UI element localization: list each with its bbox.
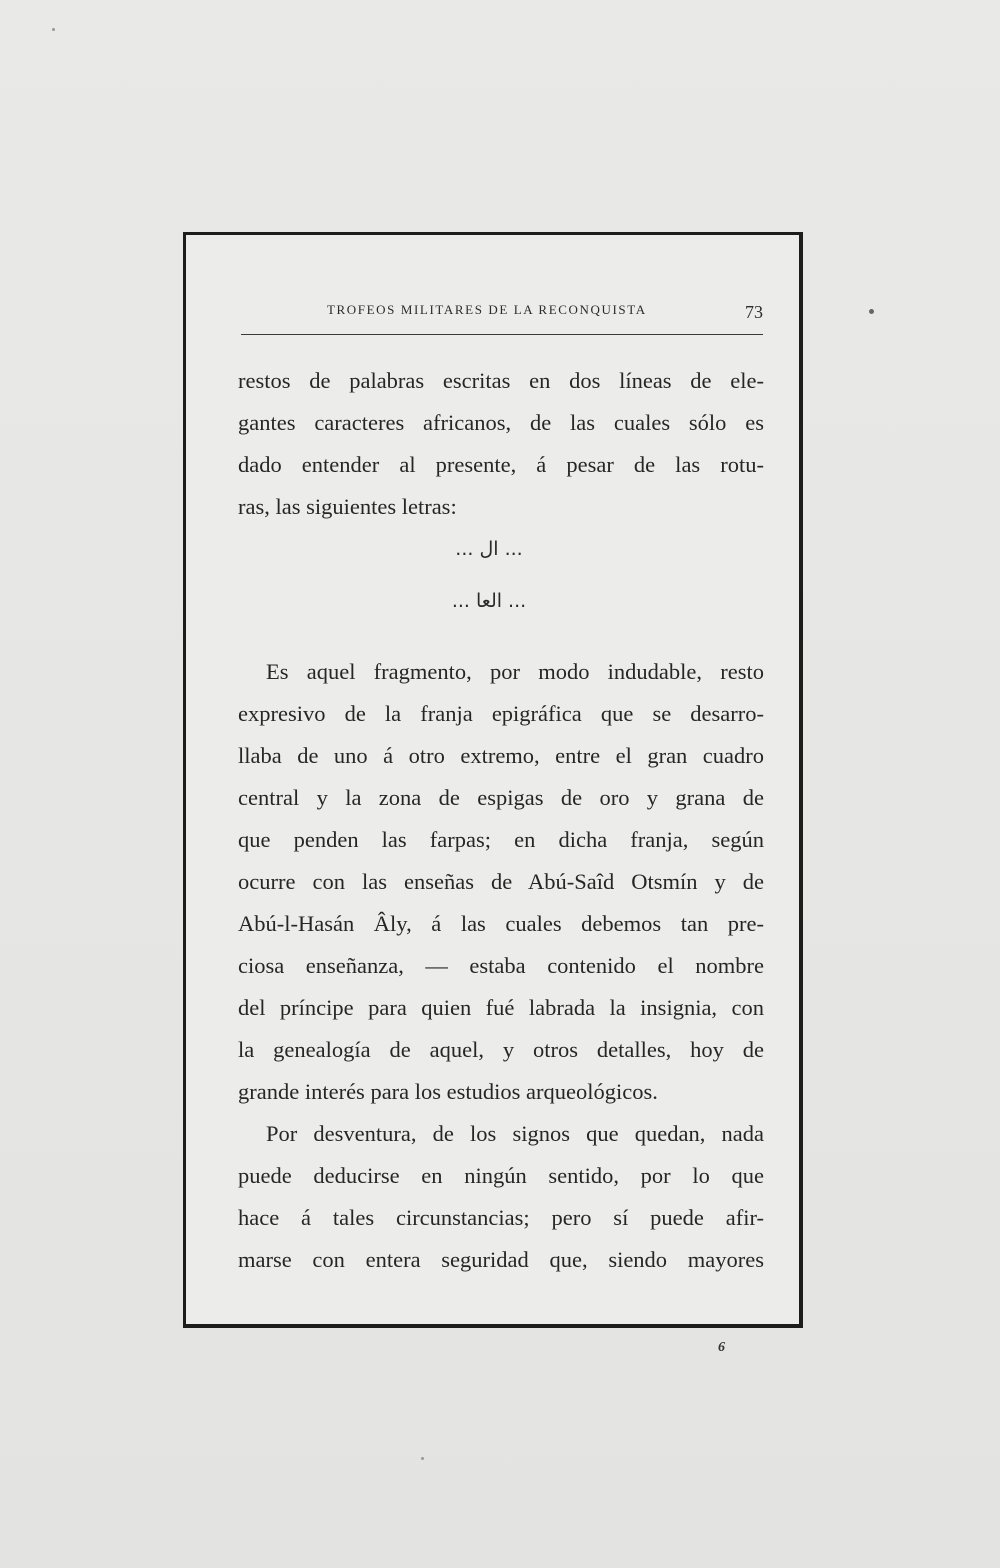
- paper-speck: [869, 309, 874, 314]
- text-line: llaba de uno á otro extremo, entre el gran cuadro: [238, 743, 764, 768]
- text-line: grande interés para los estudios arqueológicos.: [238, 1079, 658, 1104]
- signature-mark: 6: [718, 1340, 725, 1355]
- running-title: TROFEOS MILITARES DE LA RECONQUISTA: [327, 302, 647, 317]
- paragraph-1: [238, 360, 764, 528]
- paper-speck: [52, 28, 55, 31]
- text-line: puede deducirse en ningún sentido, por lo que: [238, 1163, 764, 1188]
- text-line: Por desventura, de los signos que quedan, nada: [266, 1121, 764, 1146]
- header-rule: [241, 334, 763, 335]
- text-line: Es aquel fragmento, por modo indudable, resto: [266, 659, 764, 684]
- text-line: hace á tales circunstancias; pero sí puede afir-: [238, 1205, 764, 1230]
- text-line: marse con entera seguridad que, siendo mayores: [238, 1247, 764, 1272]
- text-line: dado entender al presente, á pesar de las rotu-: [238, 452, 764, 477]
- text-line: la genealogía de aquel, y otros detalles, hoy de: [238, 1037, 764, 1062]
- text-line: expresivo de la franja epigráfica que se desarro-: [238, 701, 764, 726]
- paragraph-2-3: [238, 651, 764, 1281]
- text-line: gantes caracteres africanos, de las cuales sólo es: [238, 410, 764, 435]
- page-number: 73: [745, 302, 763, 322]
- text-line: Abú-l-Hasán Âly, á las cuales debemos tan pre-: [238, 911, 764, 936]
- text-line: central y la zona de espigas de oro y grana de: [238, 785, 764, 810]
- page-header: [241, 300, 763, 330]
- text-line: restos de palabras escritas en dos líneas de ele-: [238, 368, 764, 393]
- text-line: ciosa enseñanza, — estaba contenido el nombre: [238, 953, 764, 978]
- arabic-fragment-1: ... ال ...: [455, 538, 523, 560]
- text-line: ocurre con las enseñas de Abú-Saîd Otsmín y de: [238, 869, 764, 894]
- text-line: ras, las siguientes letras:: [238, 494, 457, 519]
- arabic-fragment-2: ... العا ...: [451, 590, 527, 612]
- text-line: que penden las farpas; en dicha franja, según: [238, 827, 764, 852]
- paper-speck: [421, 1457, 424, 1460]
- text-line: del príncipe para quien fué labrada la insignia, con: [238, 995, 764, 1020]
